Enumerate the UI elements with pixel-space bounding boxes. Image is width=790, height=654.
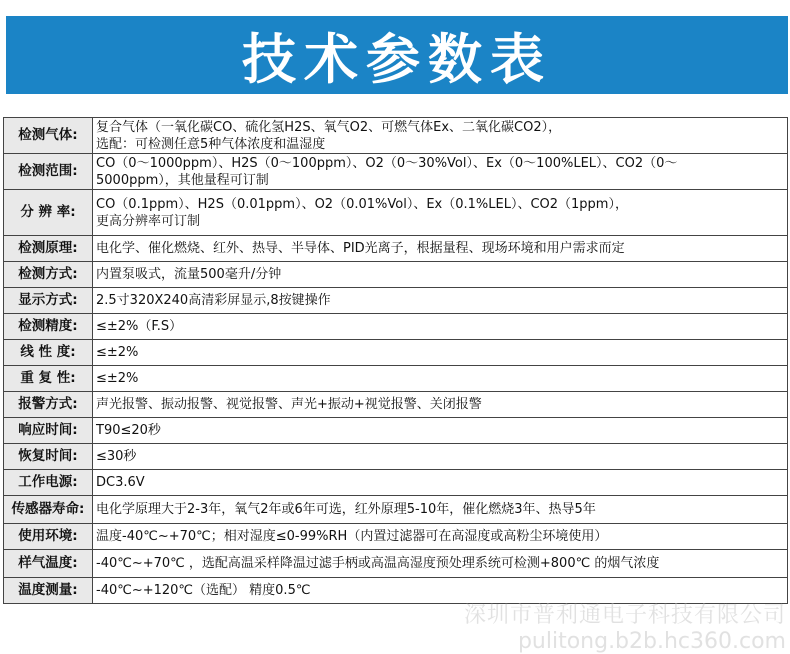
spec-value: 电化学原理大于2-3年，氧气2年或6年可选，红外原理5-10年，催化燃烧3年、热导5年 [93, 496, 788, 524]
spec-label: 使用环境: [4, 524, 93, 550]
spec-value: 内置泵吸式，流量500毫升/分钟 [93, 262, 788, 288]
spec-table [3, 117, 788, 604]
spec-row [4, 262, 788, 288]
spec-label: 传感器寿命: [4, 496, 93, 524]
spec-value: ≤30秒 [93, 444, 788, 470]
spec-label: 分 辨 率: [4, 190, 93, 236]
spec-row [4, 288, 788, 314]
spec-row [4, 496, 788, 524]
spec-row [4, 470, 788, 496]
spec-value: CO（0～1000ppm）、H2S（0～100ppm）、O2（0～30%Vol）、Ex（0～100%LEL）、CO2（0～ 5000ppm），其他量程可订制 [93, 154, 788, 190]
spec-value: ≤±2% [93, 340, 788, 366]
spec-row [4, 366, 788, 392]
spec-row [4, 314, 788, 340]
spec-label: 检测精度: [4, 314, 93, 340]
spec-label: 温度测量: [4, 578, 93, 604]
spec-row [4, 236, 788, 262]
spec-label: 线 性 度: [4, 340, 93, 366]
watermark-url: pulitong.b2b.hc360.com [517, 629, 786, 654]
spec-label: 检测原理: [4, 236, 93, 262]
spec-value: 电化学、催化燃烧、红外、热导、半导体、PID光离子，根据量程、现场环境和用户需求而定 [93, 236, 788, 262]
spec-row [4, 524, 788, 550]
spec-value: 声光报警、振动报警、视觉报警、声光+振动+视觉报警、关闭报警 [93, 392, 788, 418]
spec-row [4, 550, 788, 578]
spec-table-body [4, 118, 788, 604]
spec-row [4, 578, 788, 604]
spec-value: 复合气体（一氧化碳CO、硫化氢H2S、氧气O2、可燃气体Ex、二氧化碳CO2）， 选配：可检测任意5种气体浓度和温湿度 [93, 118, 788, 154]
spec-label: 检测气体: [4, 118, 93, 154]
spec-label: 报警方式: [4, 392, 93, 418]
spec-value: T90≤20秒 [93, 418, 788, 444]
spec-value: CO（0.1ppm）、H2S（0.01ppm）、O2（0.01%Vol）、Ex（0.1%LEL）、CO2（1ppm）， 更高分辨率可订制 [93, 190, 788, 236]
watermark [464, 598, 786, 654]
spec-value: 2.5寸320X240高清彩屏显示,8按键操作 [93, 288, 788, 314]
header-banner [0, 0, 790, 106]
spec-row [4, 392, 788, 418]
spec-row [4, 154, 788, 190]
spec-label: 重 复 性: [4, 366, 93, 392]
spec-row [4, 418, 788, 444]
spec-value: ≤±2%（F.S） [93, 314, 788, 340]
spec-row [4, 118, 788, 154]
spec-label: 响应时间: [4, 418, 93, 444]
spec-value: -40℃~+120℃（选配） 精度0.5℃ [93, 578, 788, 604]
spec-label: 显示方式: [4, 288, 93, 314]
spec-label: 样气温度: [4, 550, 93, 578]
title-bar [6, 16, 788, 94]
watermark-company: 深圳市普利通电子科技有限公司 [463, 603, 786, 628]
spec-row [4, 190, 788, 236]
spec-label: 检测范围: [4, 154, 93, 190]
spec-label: 工作电源: [4, 470, 93, 496]
spec-label: 恢复时间: [4, 444, 93, 470]
spec-value: 温度-40℃~+70℃；相对湿度≤0-99%RH（内置过滤器可在高湿度或高粉尘环境使用） [93, 524, 788, 550]
spec-value: -40℃~+70℃ ，选配高温采样降温过滤手柄或高温高湿度预处理系统可检测+800℃ 的烟气浓度 [93, 550, 788, 578]
spec-row [4, 444, 788, 470]
spec-label: 检测方式: [4, 262, 93, 288]
spec-row [4, 340, 788, 366]
spec-value: ≤±2% [93, 366, 788, 392]
spec-value: DC3.6V [93, 470, 788, 496]
page-title: 技术参数表 [242, 27, 552, 91]
